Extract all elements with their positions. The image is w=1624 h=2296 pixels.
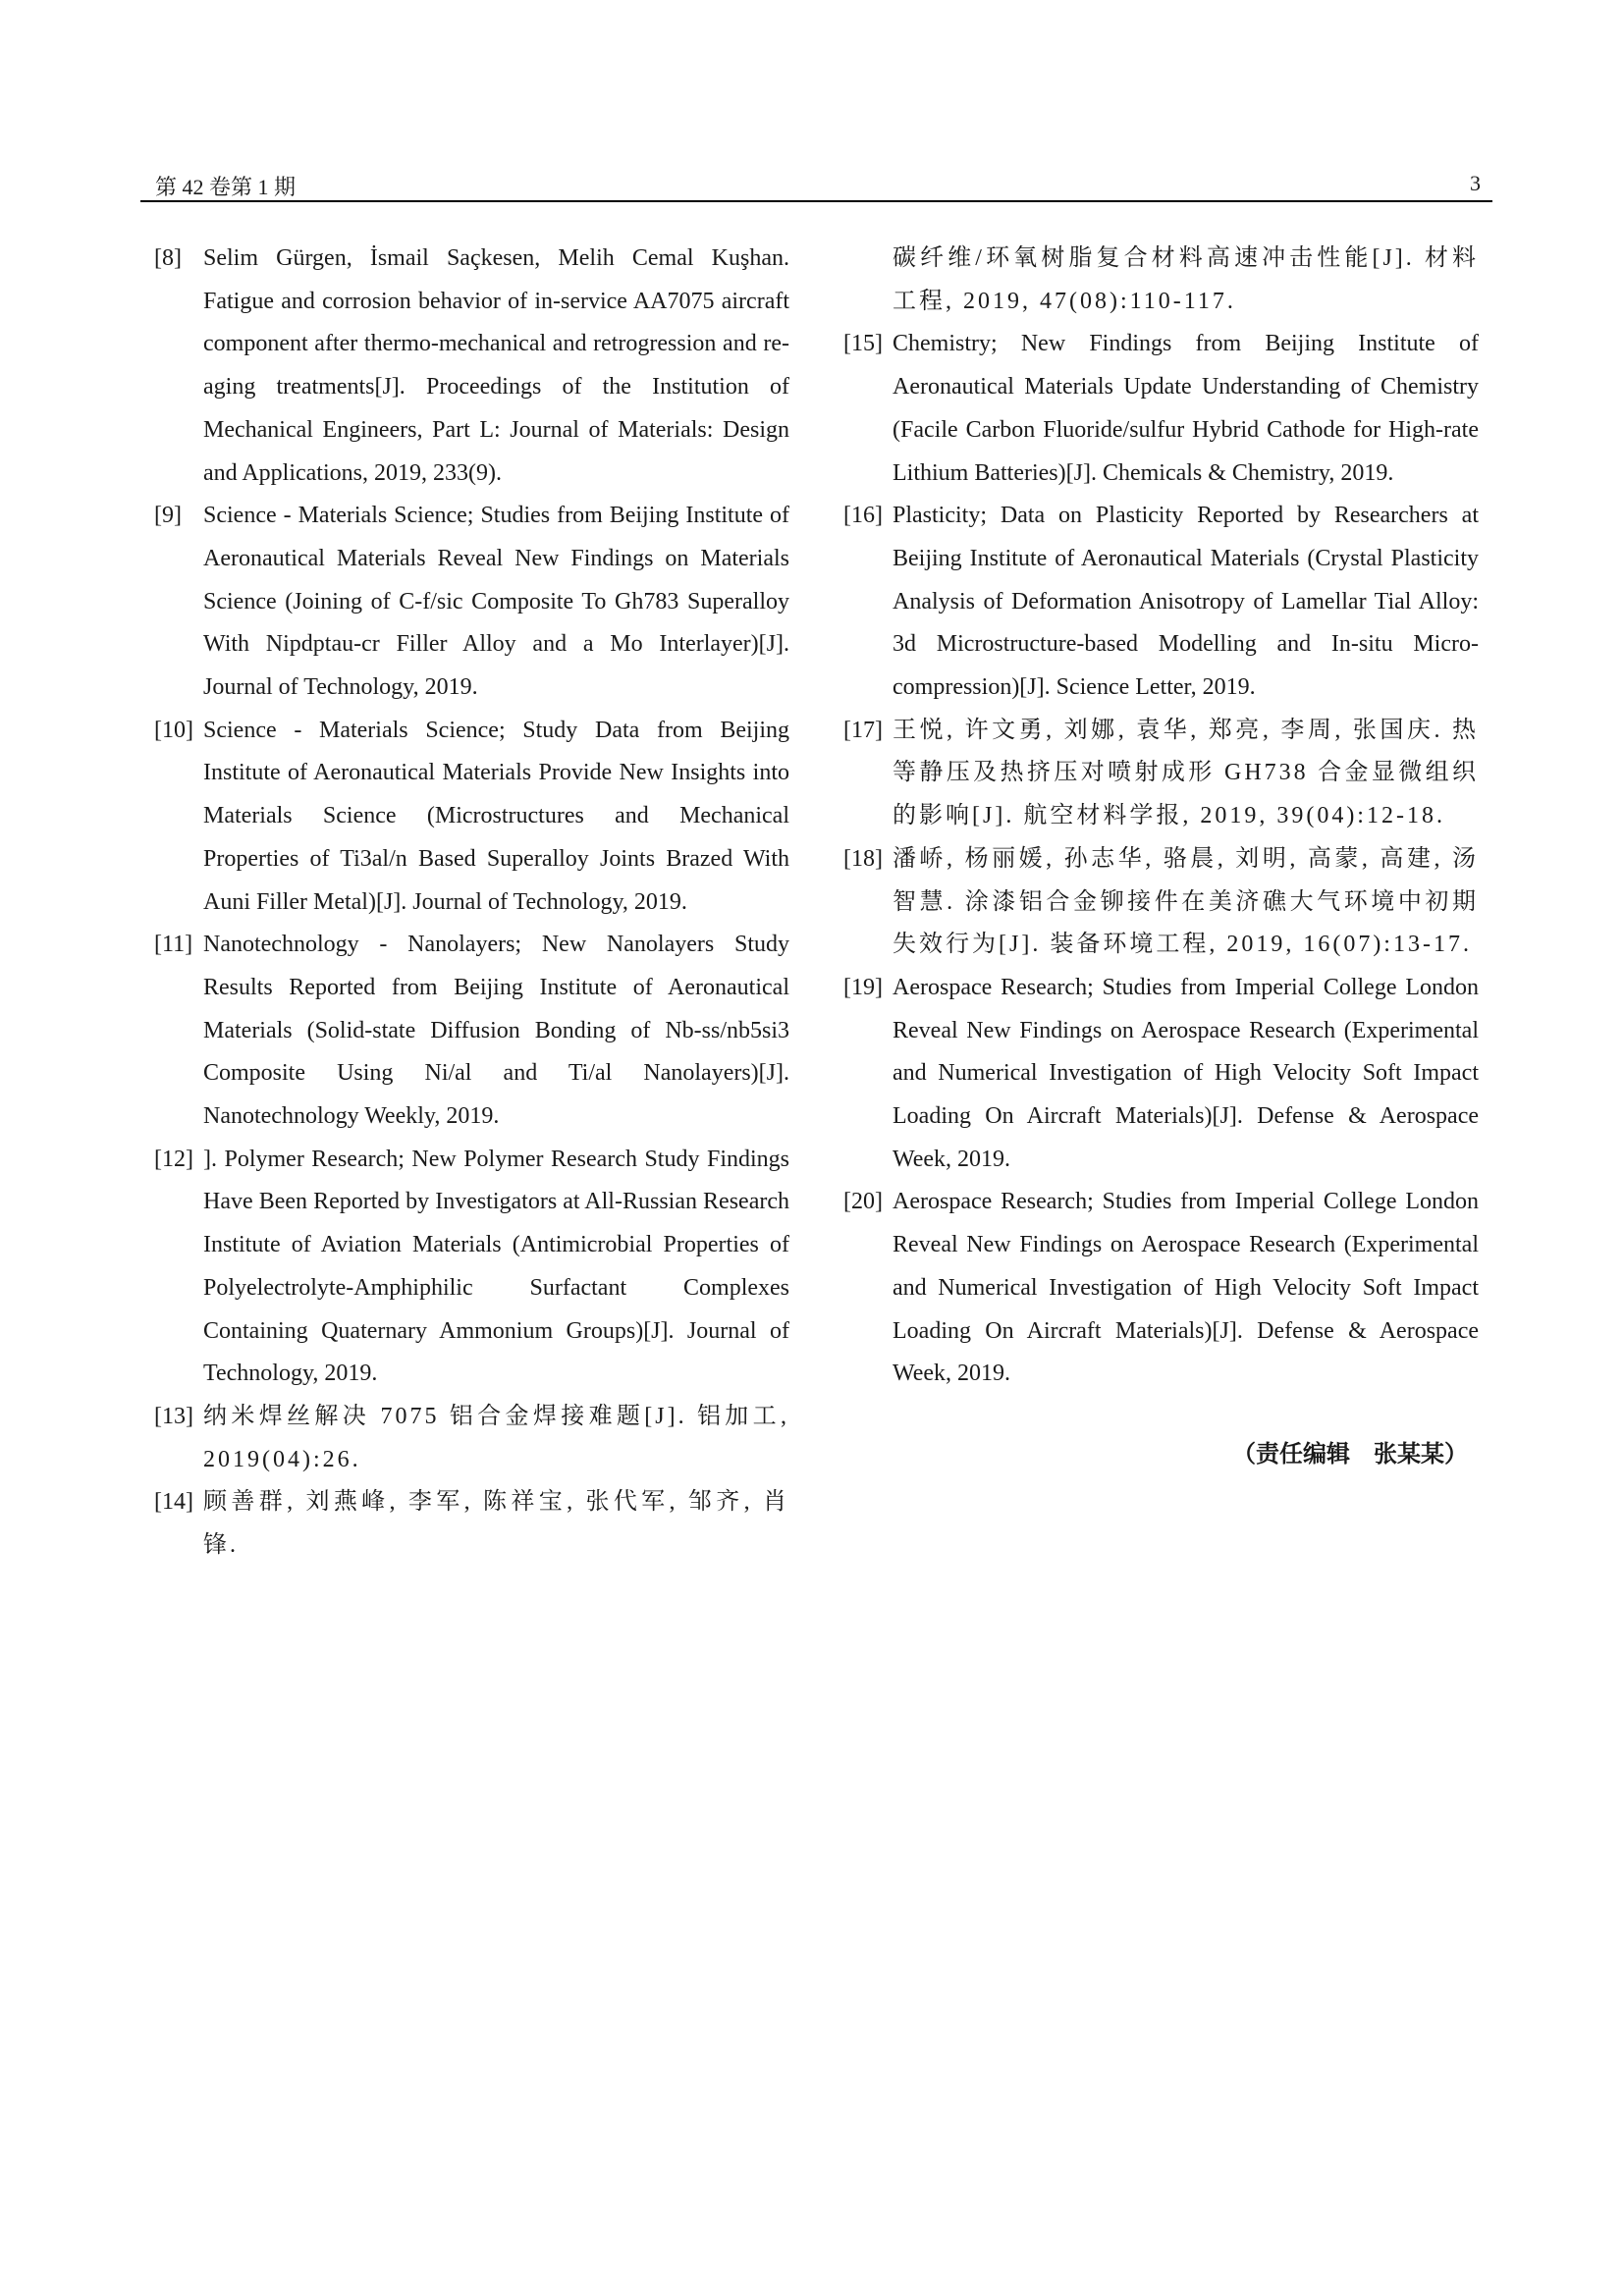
reference-number: [10] [154, 717, 193, 743]
reference-number: [9] [154, 503, 182, 529]
editor-note: （责任编辑 张某某） [1232, 1440, 1468, 1468]
reference-8 [154, 238, 789, 495]
reference-number: [20] [843, 1189, 883, 1215]
reference-text: 潘峤, 杨丽媛, 孙志华, 骆晨, 刘明, 高蒙, 高建, 汤智慧. 涂漆铝合金铆接件在美济礁大气环境中初期失效行为[J]. 装备环境工程, 2019, 16(07):13-17. [893, 845, 1479, 958]
reference-14 [154, 1481, 789, 1567]
reference-13 [154, 1396, 789, 1481]
journal-issue: 第 42 卷第 1 期 [155, 175, 297, 199]
reference-text: 纳米焊丝解决 7075 铝合金焊接难题[J]. 铝加工, 2019(04):26. [203, 1403, 789, 1472]
reference-16 [843, 495, 1479, 710]
reference-14-continued [843, 238, 1479, 323]
reference-9 [154, 495, 789, 710]
reference-17 [843, 710, 1479, 838]
reference-number: [14] [154, 1489, 193, 1516]
reference-19 [843, 967, 1479, 1182]
reference-text: Aerospace Research; Studies from Imperial College London Reveal New Findings on Aerospace Research (Experimental and Numerical Investigation of High Velocity Soft Impact Loading On Aircraft Materials)[J]. Defense & Aerospace Week, 2019. [893, 1189, 1479, 1387]
reference-number: [16] [843, 503, 883, 529]
reference-text: ]. Polymer Research; New Polymer Research Study Findings Have Been Reported by Investigators at All-Russian Research Institute of Aviation Materials (Antimicrobial Properties of Polyelectrolyte-Amphiphilic Surfactant Complexes Containing Quaternary Ammonium Groups)[J]. Journal of Technology, 2019. [203, 1146, 789, 1387]
reference-15 [843, 323, 1479, 495]
reference-number: [19] [843, 974, 883, 1000]
reference-11 [154, 924, 789, 1139]
references-right-column [843, 238, 1479, 1396]
reference-text: Chemistry; New Findings from Beijing Institute of Aeronautical Materials Update Understanding of Chemistry (Facile Carbon Fluoride/sulfur Hybrid Cathode for High-rate Lithium Batteries)[J]. Chemicals & Chemistry, 2019. [893, 331, 1479, 486]
reference-text: Plasticity; Data on Plasticity Reported by Researchers at Beijing Institute of Aeronautical Materials (Crystal Plasticity Analysis of Deformation Anisotropy of Lamellar Tial Alloy: 3d Microstructure-based Modelling and In-situ Micro-compression)[J]. Science Letter, 2019. [893, 503, 1479, 701]
reference-number: [12] [154, 1146, 193, 1172]
reference-text: Science - Materials Science; Study Data from Beijing Institute of Aeronautical Materials Provide New Insights into Materials Science (Microstructures and Mechanical Properties of Ti3al/n Based Superalloy Joints Brazed With Auni Filler Metal)[J]. Journal of Technology, 2019. [203, 717, 789, 915]
reference-number: [8] [154, 245, 182, 271]
reference-text: Science - Materials Science; Studies from Beijing Institute of Aeronautical Materials Reveal New Findings on Materials Science (Joining of C-f/sic Composite To Gh783 Superalloy With Nipdptau-cr Filler Alloy and a Mo Interlayer)[J]. Journal of Technology, 2019. [203, 503, 789, 701]
reference-18 [843, 838, 1479, 967]
reference-text: 王悦, 许文勇, 刘娜, 袁华, 郑亮, 李周, 张国庆. 热等静压及热挤压对喷射成形 GH738 合金显微组织的影响[J]. 航空材料学报, 2019, 39(04):12-18. [893, 717, 1479, 829]
reference-number: [15] [843, 331, 883, 357]
page-number: 3 [1470, 171, 1481, 195]
reference-number: [13] [154, 1403, 193, 1429]
reference-text: 碳纤维/环氧树脂复合材料高速冲击性能[J]. 材料工程, 2019, 47(08):110-117. [893, 245, 1479, 314]
reference-20 [843, 1181, 1479, 1396]
reference-number: [18] [843, 845, 883, 872]
reference-12 [154, 1139, 789, 1396]
page-header [140, 171, 1492, 202]
reference-text: 顾善群, 刘燕峰, 李军, 陈祥宝, 张代军, 邹齐, 肖锋. [203, 1489, 789, 1559]
reference-number: [17] [843, 717, 883, 743]
reference-text: Selim Gürgen, İsmail Saçkesen, Melih Cemal Kuşhan. Fatigue and corrosion behavior of in-service AA7075 aircraft component after thermo-mechanical and retrogression and re-aging treatments[J]. Proceedings of the Institution of Mechanical Engineers, Part L: Journal of Materials: Design and Applications, 2019, 233(9). [203, 245, 789, 486]
references-left-column [154, 238, 789, 1568]
reference-text: Nanotechnology - Nanolayers; New Nanolayers Study Results Reported from Beijing Institute of Aeronautical Materials (Solid-state Diffusion Bonding of Nb-ss/nb5si3 Composite Using Ni/al and Ti/al Nanolayers)[J]. Nanotechnology Weekly, 2019. [203, 932, 789, 1130]
reference-text: Aerospace Research; Studies from Imperial College London Reveal New Findings on Aerospace Research (Experimental and Numerical Investigation of High Velocity Soft Impact Loading On Aircraft Materials)[J]. Defense & Aerospace Week, 2019. [893, 974, 1479, 1172]
reference-10 [154, 710, 789, 925]
reference-number: [11] [154, 932, 193, 958]
